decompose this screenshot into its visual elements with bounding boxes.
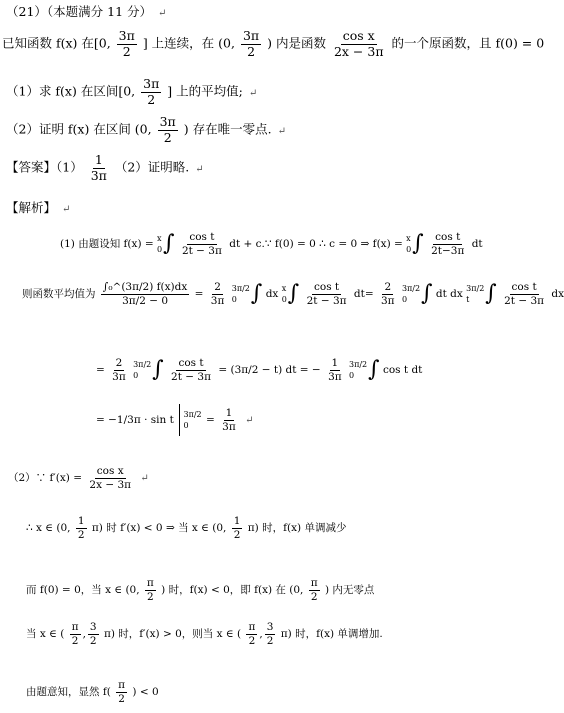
answer-line — [6, 154, 204, 182]
monotonic-increase-line: 当 x ∈ ( $\frac{\pi}{2}$ , $\frac{3}{2}$ π) 时，f′(x) > 0，则当 x ∈ ( $\frac{\pi}{2}$ , $\frac{3}{2}$ π) 时，f(x) 单调增加. — [26, 621, 383, 647]
step3-text-a: = −1/3π · sin t — [96, 414, 174, 426]
solution-step3: = −1/3π · sin t 3π/2 0 = $\frac{1}{3\pi}$ ↵ — [96, 404, 253, 436]
conclusion-line: 由题意知，显然 f( $\frac{\pi}{2}$ ) < 0 — [26, 679, 159, 705]
analysis-line — [6, 202, 70, 215]
answer-text-b: （2）证明略. — [114, 159, 190, 175]
monotonic-decrease-line: ∴ x ∈ (0, $\frac{1}{2}$ π) 时 f′(x) < 0 ⇒ 当 x ∈ (0, $\frac{1}{2}$ π) 时，f(x) 单调减少 — [26, 515, 347, 541]
fraction-3pi-over-2: $\frac{3\pi}{2}$ — [159, 114, 176, 145]
fraction-3pi-over-2: $\frac{3\pi}{2}$ — [242, 28, 260, 59]
evaluation-bar — [179, 404, 180, 436]
step2-text-b: cos t dt — [382, 364, 423, 376]
integral-sign: ∫ — [163, 231, 175, 256]
no-zero-line: 而 f(0) = 0，当 x ∈ (0, $\frac{\pi}{2}$ ) 时，f(x) < 0，即 f(x) 在 (0, $\frac{\pi}{2}$ ) 内无零点 — [26, 577, 375, 603]
fraction-mean: $\frac{\text{∫₀\textasciicircum{}(3π/2) f(x)dx}}{3\pi/2 - 0}$ — [102, 281, 188, 307]
solution-step1: (1) 由题设知 f(x) = x 0 ∫ $\frac{\text{cos t}}{2t - 3\pi}$ dt + c.∵ f(0) = 0 ∴ c = 0 ⇒ f(x) = x 0 ∫ $\frac{\text{cos t}}{2t-3\pi}$ dt — [60, 231, 483, 257]
fraction-cosx-over-2x-3pi: $\frac{\text{cos x}}{2x - 3\pi}$ — [333, 28, 384, 59]
para-mark: ↵ — [277, 125, 286, 137]
p2-head: （2）∵ f′(x) = — [8, 472, 83, 484]
fraction-cost-over-2t-3pi-d: $\frac{\text{cos t}}{2t - 3\pi}$ — [504, 281, 545, 307]
part2-line — [6, 116, 286, 144]
step1-lead: (1) 由题设知 f(x) = — [60, 238, 154, 250]
premise-text-a: 已知函数 f(x) 在[0, — [2, 35, 111, 51]
fraction-cost-over-2t-3pi-c: $\frac{\text{cos t}}{2t - 3\pi}$ — [306, 281, 347, 307]
premise-text-c: ) 内是函数 — [267, 35, 326, 51]
part1-line — [6, 78, 257, 106]
mean-value-line: 则函数平均值为 $\frac{\text{∫₀\textasciicircum{}(3π/2) f(x)dx}}{3\pi/2 - 0}$ = $\frac{2}{3\pi}$ 3π/2 0 ∫ dx x 0 ∫ $\frac{\text{cos t}}{2t - 3\pi}$ dt= $\frac{2}{3\pi}$ 3π/2 0 ∫ dt dx 3π/2 t ∫ $\frac{\text{cos t}}{2t - 3\pi}$ dx — [22, 281, 564, 307]
analysis-label: 【解析】 — [6, 200, 57, 215]
solution-step2: = $\frac{2}{3\pi}$ 3π/2 0 ∫ $\frac{\text{cos t}}{2t - 3\pi}$ = (3π/2 − t) dt = − $\frac{1}{3\pi}$ 3π/2 0 ∫ cos t dt — [96, 357, 423, 383]
answer-label: 【答案】（1） — [6, 159, 83, 175]
fraction-2-over-3pi: $\frac{2}{3\pi}$ — [210, 281, 225, 307]
integral-sign: ∫ — [412, 231, 424, 256]
question-header-text: （21）（本题满分 11 分） — [6, 4, 153, 19]
mean-lead: 则函数平均值为 — [22, 288, 96, 300]
part1-text-a: （1）求 f(x) 在区间[0, — [6, 83, 136, 99]
fraction-cost-over-2t-3pi: $\frac{\text{cos t}}{2t - 3\pi}$ — [181, 231, 222, 257]
fraction-2-over-3pi-b: $\frac{2}{3\pi}$ — [381, 281, 395, 307]
para-mark: ↵ — [248, 87, 258, 99]
fraction-cost-over-2t-3pi-b: $\frac{\text{cos t}}{2t-3\pi}$ — [431, 231, 465, 257]
part2-derivative: （2）∵ f′(x) = $\frac{\text{cos x}}{2x - 3\pi}$ ↵ — [8, 465, 149, 491]
para-mark: ↵ — [195, 163, 204, 175]
dt-text: dt — [471, 238, 483, 250]
premise-line — [2, 30, 544, 58]
fraction-1-over-3pi: $\frac{1}{3\pi}$ — [90, 152, 107, 183]
part2-text-a: （2）证明 f(x) 在区间 (0, — [6, 121, 152, 137]
premise-text-d: 的一个原函数，且 f(0) = 0 — [391, 35, 545, 51]
question-header — [6, 6, 166, 19]
step1-mid: dt + c.∵ f(0) = 0 ∴ c = 0 ⇒ f(x) = — [229, 238, 403, 250]
part2-text-b: ) 存在唯一零点. — [183, 121, 272, 137]
para-mark: ↵ — [62, 204, 71, 215]
para-mark: ↵ — [158, 8, 167, 19]
step2-text-a: = (3π/2 − t) dt = − — [218, 364, 321, 376]
part1-text-b: ] 上的平均值; — [167, 83, 243, 99]
premise-text-b: ] 上连续，在 (0, — [142, 35, 235, 51]
fraction-3pi-over-2: $\frac{3\pi}{2}$ — [118, 28, 135, 59]
step3-text-b: = — [205, 414, 215, 426]
fraction-3pi-over-2: $\frac{3\pi}{2}$ — [143, 76, 160, 107]
